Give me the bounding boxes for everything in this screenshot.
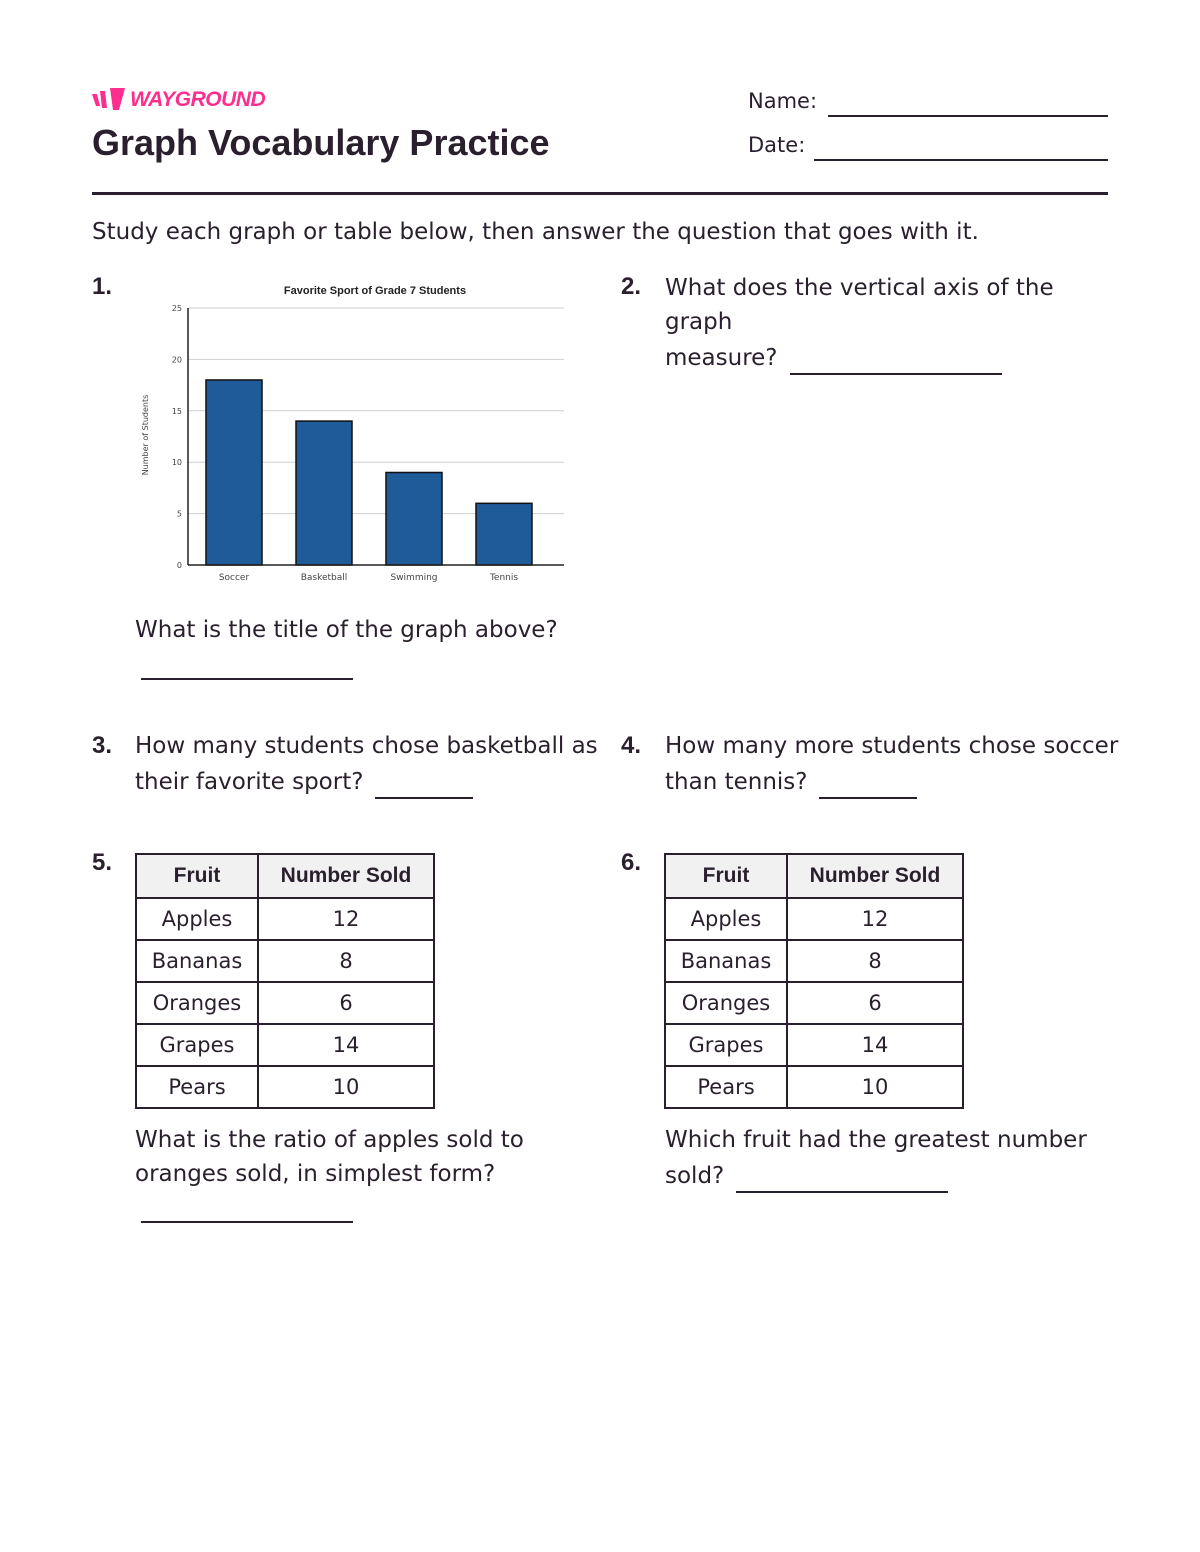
- count-cell: 8: [258, 940, 434, 982]
- instructions: Study each graph or table below, then answer the question that goes with it.: [92, 219, 979, 245]
- name-field[interactable]: [828, 115, 1108, 117]
- count-cell: 14: [258, 1024, 434, 1066]
- bar-chart: [130, 275, 580, 595]
- question-1-answer-line[interactable]: [141, 678, 353, 680]
- wayground-logo-icon: [92, 88, 126, 112]
- count-cell: 6: [258, 982, 434, 1024]
- header-fruit: Fruit: [665, 854, 787, 898]
- question-2-answer-line[interactable]: [790, 339, 1002, 375]
- question-6-line-1: Which fruit had the greatest number: [665, 1127, 1087, 1153]
- question-3-text: [135, 729, 605, 799]
- y-tick-label: 20: [171, 355, 182, 365]
- y-tick-label: 15: [171, 406, 182, 416]
- question-4-line-2: than tennis?: [665, 769, 808, 795]
- date-label: Date:: [748, 133, 806, 157]
- header-divider: [92, 192, 1108, 195]
- question-3-number: 3.: [92, 732, 113, 759]
- count-cell: 8: [787, 940, 963, 982]
- bar-tennis: [476, 503, 532, 565]
- y-tick-label: 10: [171, 458, 182, 468]
- question-5-answer-line[interactable]: [141, 1221, 353, 1223]
- count-cell: 14: [787, 1024, 963, 1066]
- question-6-number: 6.: [621, 849, 642, 876]
- question-2-text: [665, 271, 1115, 375]
- fruit-cell: Bananas: [136, 940, 258, 982]
- question-6-line-2: sold?: [665, 1163, 725, 1189]
- table-row: [665, 898, 963, 940]
- table-row: [665, 940, 963, 982]
- question-2-line-1: What does the vertical axis of the graph: [665, 275, 1054, 335]
- x-tick-label: Tennis: [489, 573, 519, 583]
- x-tick-label: Soccer: [218, 573, 250, 583]
- question-6-answer-line[interactable]: [736, 1157, 948, 1193]
- question-5-text: [135, 1123, 605, 1191]
- table-row: [665, 982, 963, 1024]
- x-tick-label: Swimming: [390, 573, 438, 583]
- fruit-cell: Apples: [665, 898, 787, 940]
- page-title: Graph Vocabulary Practice: [92, 122, 550, 163]
- table-row: [136, 982, 434, 1024]
- question-4-line-1: How many more students chose soccer: [665, 733, 1119, 759]
- fruit-cell: Grapes: [665, 1024, 787, 1066]
- table-row: [665, 1024, 963, 1066]
- bar-basketball: [296, 421, 352, 565]
- question-5-line-1: What is the ratio of apples sold to: [135, 1127, 524, 1153]
- question-2-line-2: measure?: [665, 345, 778, 371]
- question-3-line-2: their favorite sport?: [135, 769, 364, 795]
- x-tick-label: Basketball: [300, 573, 348, 583]
- fruit-cell: Oranges: [136, 982, 258, 1024]
- fruit-cell: Pears: [665, 1066, 787, 1108]
- question-1-number: 1.: [92, 273, 113, 300]
- count-cell: 6: [787, 982, 963, 1024]
- header-number-sold: Number Sold: [787, 854, 963, 898]
- y-tick-label: 5: [176, 509, 182, 519]
- fruit-cell: Bananas: [665, 940, 787, 982]
- fruit-cell: Oranges: [665, 982, 787, 1024]
- name-label: Name:: [748, 89, 818, 113]
- count-cell: 10: [258, 1066, 434, 1108]
- bar-swimming: [386, 472, 442, 565]
- table-row: [136, 940, 434, 982]
- question-5-line-2: oranges sold, in simplest form?: [135, 1161, 496, 1187]
- question-2-number: 2.: [621, 273, 642, 300]
- question-3-line-1: How many students chose basketball as: [135, 733, 598, 759]
- question-1-text: What is the title of the graph above?: [135, 617, 558, 643]
- fruit-cell: Pears: [136, 1066, 258, 1108]
- count-cell: 12: [787, 898, 963, 940]
- table-row: [136, 898, 434, 940]
- date-field[interactable]: [814, 159, 1108, 161]
- table-row: [136, 1024, 434, 1066]
- count-cell: 10: [787, 1066, 963, 1108]
- question-3-answer-line[interactable]: [375, 763, 473, 799]
- y-tick-label: 25: [171, 304, 182, 313]
- fruit-table-5: [135, 853, 435, 1109]
- fruit-table-6: [664, 853, 964, 1109]
- fruit-cell: Grapes: [136, 1024, 258, 1066]
- fruit-cell: Apples: [136, 898, 258, 940]
- y-axis-label: Number of Students: [141, 394, 150, 476]
- chart-title: Favorite Sport of Grade 7 Students: [283, 285, 467, 297]
- question-4-number: 4.: [621, 732, 642, 759]
- table-row: [136, 1066, 434, 1108]
- brand-logo: [92, 86, 265, 114]
- bar-soccer: [206, 380, 262, 565]
- question-5-number: 5.: [92, 849, 113, 876]
- table-row: [665, 1066, 963, 1108]
- header-fruit: Fruit: [136, 854, 258, 898]
- header-number-sold: Number Sold: [258, 854, 434, 898]
- question-6-text: [665, 1123, 1135, 1193]
- y-tick-label: 0: [176, 561, 182, 570]
- question-4-answer-line[interactable]: [819, 763, 917, 799]
- count-cell: 12: [258, 898, 434, 940]
- question-4-text: [665, 729, 1135, 799]
- logo-text: WAYGROUND: [130, 88, 266, 111]
